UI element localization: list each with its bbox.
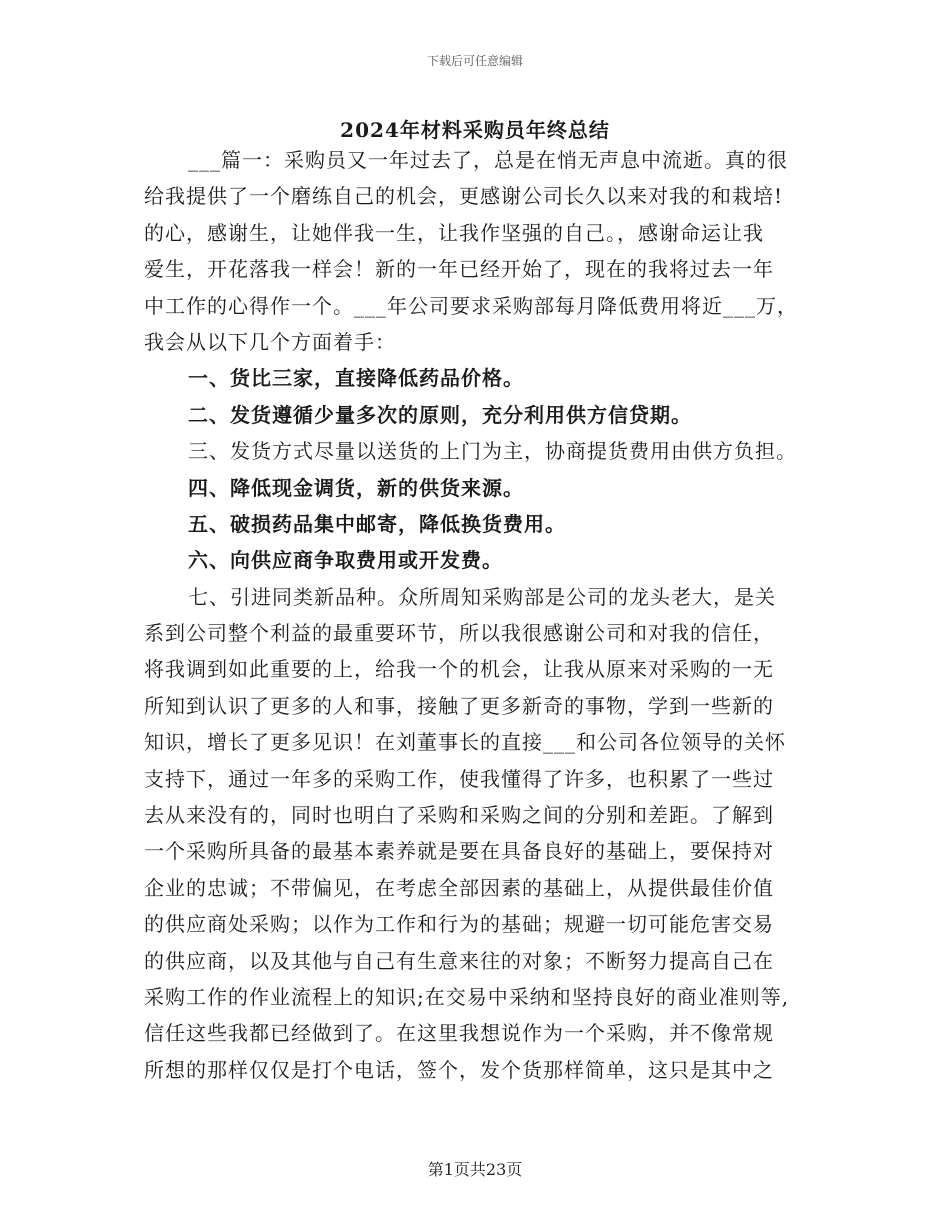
body-line: 所想的那样仅仅是打个电话，签个，发个货那样简单，这只是其中之	[144, 1057, 774, 1082]
body-line: 的供应商，以及其他与自己有生意来往的对象；不断努力提高自己在	[144, 948, 774, 973]
body-line: 的供应商处采购；以作为工作和行为的基础；规避一切可能危害交易	[144, 912, 774, 937]
body-line: 信任这些我都已经做到了。在这里我想说作为一个采购，并不像常规	[144, 1021, 774, 1046]
body-line: 企业的忠诚；不带偏见，在考虑全部因素的基础上，从提供最佳价值	[144, 875, 774, 900]
body-line: 二、发货遵循少量多次的原则，充分利用供方信贷期。	[188, 402, 692, 427]
body-line: 五、破损药品集中邮寄，降低换货费用。	[188, 511, 566, 536]
body-line: 六、向供应商争取费用或开发费。	[188, 548, 503, 573]
body-line: 中工作的心得作一个。___年公司要求采购部每月降低费用将近___万，	[144, 293, 798, 318]
body-line: 去从来没有的，同时也明白了采购和采购之间的分别和差距。了解到	[144, 803, 774, 828]
body-line: 给我提供了一个磨练自己的机会，更感谢公司长久以来对我的和栽培!	[144, 184, 784, 209]
body-line: 知识，增长了更多见识！在刘董事长的直接___和公司各位领导的关怀	[144, 730, 786, 755]
document-title: 2024年材料采购员年终总结	[340, 118, 610, 142]
body-line: 一个采购所具备的最基本素养就是要在具备良好的基础上，要保持对	[144, 839, 774, 864]
body-line: 一、货比三家，直接降低药品价格。	[188, 366, 524, 391]
document-body	[144, 142, 824, 1088]
body-line: 采购工作的作业流程上的知识;在交易中采纳和坚持良好的商业准则等,	[144, 984, 790, 1009]
body-line: 三、发货方式尽量以送货的上门为主，协商提货费用由供方负担。	[188, 439, 797, 464]
body-line: 系到公司整个利益的最重要环节，所以我很感谢公司和对我的信任，	[144, 621, 774, 646]
body-line: 支持下，通过一年多的采购工作，使我懂得了许多，也积累了一些过	[144, 766, 774, 791]
page-number: 第1页共23页	[427, 1160, 523, 1179]
body-line: 将我调到如此重要的上，给我一个的机会，让我从原来对采购的一无	[144, 657, 774, 682]
body-line: 所知到认识了更多的人和事，接触了更多新奇的事物，学到一些新的	[144, 693, 774, 718]
body-line: 爱生，开花落我一样会！新的一年已经开始了，现在的我将过去一年	[144, 257, 774, 282]
body-line: 的心，感谢生，让她伴我一生，让我作坚强的自己。，感谢命运让我	[144, 220, 764, 245]
body-line: 七、引进同类新品种。众所周知采购部是公司的龙头老大，是关	[188, 584, 776, 609]
header-note: 下载后可任意编辑	[426, 54, 523, 68]
body-line: ___篇一：采购员又一年过去了，总是在悄无声息中流逝。真的很	[188, 148, 788, 172]
body-line: 我会从以下几个方面着手：	[144, 329, 396, 354]
body-line: 四、降低现金调货，新的供货来源。	[188, 475, 524, 500]
